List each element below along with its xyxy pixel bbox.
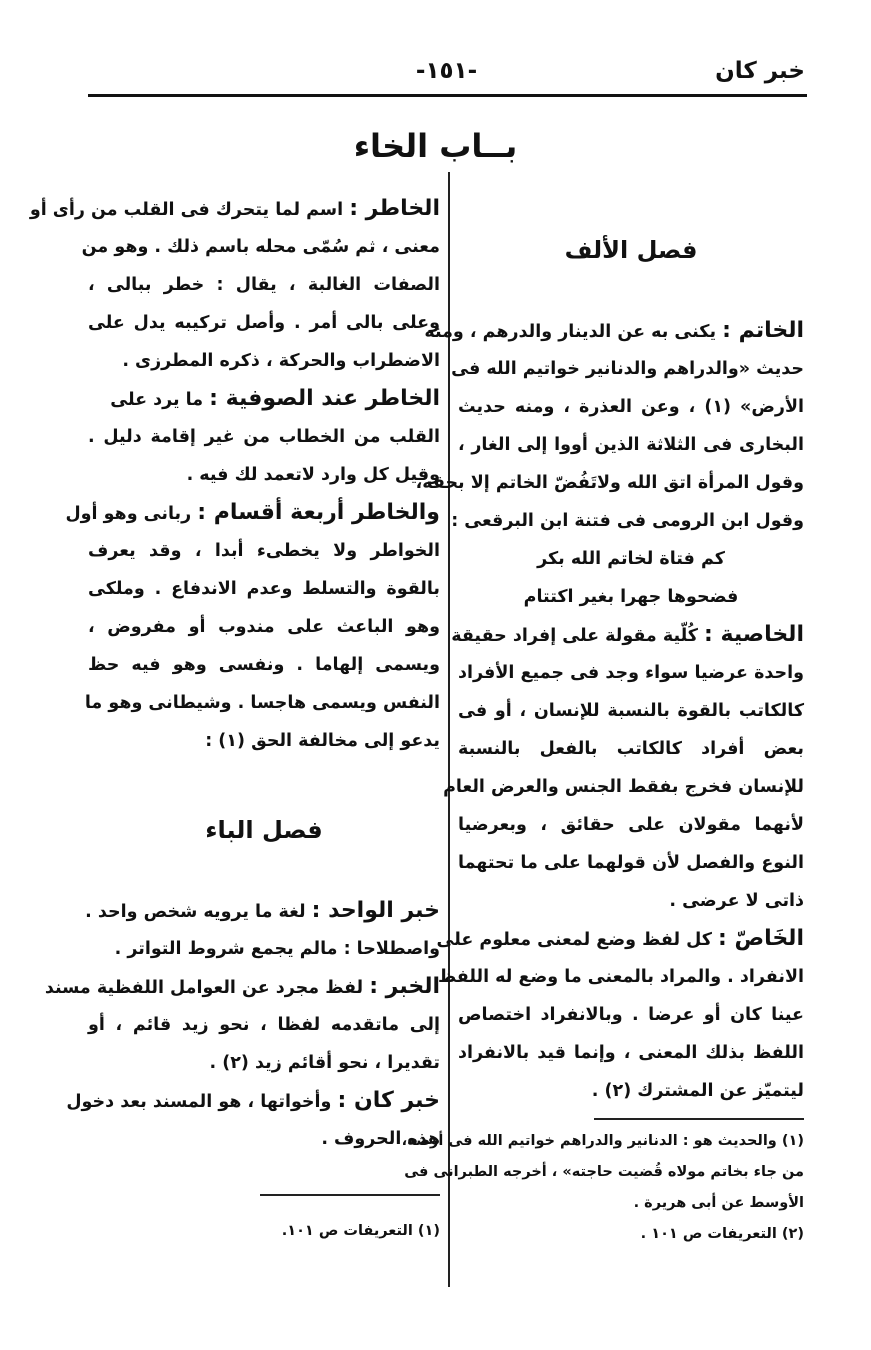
text-line bbox=[88, 1120, 440, 1158]
footnote-line: (١) والحديث هو : الدنانير والدراهم خواتيم الله فى أرضه، bbox=[401, 1133, 804, 1149]
headword: والخاطر أربعة أقسام : bbox=[197, 500, 440, 525]
page-number: -١٥١- bbox=[415, 58, 478, 84]
text-line bbox=[88, 1006, 440, 1044]
section-heading-ba: فصل الباء bbox=[205, 816, 323, 844]
footnote-line: الأوسط عن أبى هريرة . bbox=[633, 1195, 804, 1211]
text-line bbox=[451, 502, 804, 540]
footnote-line: (١) التعريفات ص ١٠١. bbox=[281, 1223, 440, 1239]
line-text: وقول المرأة اتق الله ولاتَفُضّ الخاتم إلا بحقه، bbox=[415, 473, 804, 493]
text-line bbox=[88, 342, 440, 380]
text-line bbox=[458, 692, 804, 730]
text-line bbox=[458, 882, 804, 920]
line-text: إلى ماتقدمه لفظا ، نحو زيد قائم ، أو bbox=[88, 1015, 440, 1035]
entry-headword-line bbox=[436, 920, 804, 958]
line-text: اسم لما يتحرك فى القلب من رأى أو bbox=[29, 200, 344, 220]
line-text: الأرض» (١) ، وعن العذرة ، ومنه حديث bbox=[458, 397, 804, 417]
text-line bbox=[88, 266, 440, 304]
entry-headword-line bbox=[66, 1082, 440, 1120]
header-rule bbox=[88, 94, 807, 97]
line-text: ويسمى إلهاما . ونفسى وهو فيه حظ bbox=[88, 655, 440, 675]
text-line bbox=[458, 388, 804, 426]
text-line bbox=[88, 1044, 440, 1082]
line-text: وأخواتها ، هو المسند بعد دخول bbox=[66, 1092, 332, 1112]
headword: الخَاصّ : bbox=[718, 926, 804, 951]
line-text: الخواطر ولا يخطىء أبدا ، وقد يعرف bbox=[88, 541, 440, 561]
line-text: عينا كان أو عرضا . وبالانفراد اختصاص bbox=[458, 1005, 804, 1025]
headword: الخاطر عند الصوفية : bbox=[209, 386, 440, 411]
line-text: ربانى وهو أول bbox=[65, 504, 192, 524]
chapter-title: بــاب الخاء bbox=[353, 127, 518, 165]
line-text: لفظ مجرد عن العوامل اللفظية مسند bbox=[44, 978, 364, 998]
entry-headword-line bbox=[44, 968, 440, 1006]
line-text: القلب من الخطاب من غير إقامة دليل . bbox=[88, 427, 440, 447]
line-text: البخارى فى الثلاثة الذين أووا إلى الغار ، bbox=[458, 435, 804, 455]
entry-headword-line bbox=[85, 892, 440, 930]
text-line bbox=[438, 958, 804, 996]
line-text: يدعو إلى مخالفة الحق (١) : bbox=[205, 731, 440, 751]
text-line bbox=[458, 806, 804, 844]
line-text: لغة ما يرويه شخص واحد . bbox=[85, 902, 306, 922]
verse bbox=[458, 540, 804, 616]
line-text: ذاتى لا عرضى . bbox=[669, 891, 804, 911]
line-text: معنى ، ثم سُمّى محله باسم ذلك . وهو من bbox=[81, 237, 440, 257]
headword: الخاطر : bbox=[349, 196, 440, 221]
text-line bbox=[458, 996, 804, 1034]
text-line bbox=[458, 654, 804, 692]
headword: الخبر : bbox=[369, 974, 440, 999]
text-line bbox=[88, 646, 440, 684]
line-text: كالكاتب بالقوة بالنسبة للإنسان ، أو فى bbox=[458, 701, 804, 721]
running-header bbox=[88, 58, 805, 92]
headword: خبر الواحد : bbox=[311, 898, 440, 923]
entry-headword-line bbox=[88, 380, 440, 418]
line-text: تقديرا ، نحو أقائم زيد (٢) . bbox=[209, 1053, 440, 1073]
text-line bbox=[415, 464, 804, 502]
line-text: لأنهما مقولان على حقائق ، وبعرضيا bbox=[458, 815, 804, 835]
line-text: كل لفظ وضع لمعنى معلوم على bbox=[436, 930, 712, 950]
text-line bbox=[458, 1072, 804, 1110]
entry-headword-line bbox=[29, 190, 440, 228]
headword: الخاصية : bbox=[704, 622, 804, 647]
text-line bbox=[458, 844, 804, 882]
text-line bbox=[88, 608, 440, 646]
verse-line: فضحوها جهرا بغير اكتتام bbox=[523, 587, 739, 607]
line-text: واصطلاحا : مالم يجمع شروط التواتر . bbox=[114, 939, 440, 959]
footnotes bbox=[88, 1216, 440, 1247]
line-text: النوع والفصل لأن قولهما على ما تحتهما bbox=[458, 853, 804, 873]
text-line bbox=[81, 228, 440, 266]
line-text: الانفراد . والمراد بالمعنى ما وضع له اللفظ bbox=[438, 967, 804, 987]
line-text: الصفات الغالبة ، يقال : خطر ببالى ، bbox=[88, 275, 440, 295]
line-text: وهو الباعث على مندوب أو مفروض ، bbox=[88, 617, 440, 637]
text-line bbox=[458, 1034, 804, 1072]
line-text: بالقوة والتسلط وعدم الاندفاع . وملكى bbox=[88, 579, 440, 599]
entry-block-khabar bbox=[44, 892, 440, 1158]
line-text: هذه الحروف . bbox=[321, 1129, 440, 1149]
line-text: وقول ابن الرومى فى فتنة ابن البرقعى : bbox=[451, 511, 804, 531]
text-line bbox=[451, 350, 804, 388]
text-line bbox=[88, 930, 440, 968]
line-text: يكنى به عن الدينار والدرهم ، ومنه bbox=[424, 322, 717, 342]
entry-block-khatir bbox=[29, 190, 440, 760]
line-text: وعلى بالى أمر . وأصل تركيبه يدل على bbox=[88, 313, 440, 333]
line-text: للإنسان فخرج بفقط الجنس والعرض العام bbox=[443, 777, 804, 797]
entry-headword-line bbox=[424, 312, 804, 350]
line-text: النفس ويسمى هاجسا . وشيطانى وهو ما bbox=[84, 693, 440, 713]
line-text: ما يرد على bbox=[110, 390, 204, 410]
entry-headword-line bbox=[65, 494, 440, 532]
section-heading-alif: فصل الألف bbox=[564, 236, 698, 264]
footnotes bbox=[401, 1126, 804, 1250]
footnote-rule bbox=[260, 1194, 440, 1196]
entry-block-khatim bbox=[415, 312, 804, 540]
entry-headword-line bbox=[451, 616, 804, 654]
entry-block-khassiya bbox=[436, 616, 804, 1110]
text-line bbox=[88, 722, 440, 760]
footnote-line: من جاء بخاتم مولاه قُضيت حاجته» ، أخرجه الطبرانى فى bbox=[404, 1164, 804, 1180]
text-line bbox=[88, 418, 440, 456]
footnote-line: (٢) التعريفات ص ١٠١ . bbox=[640, 1226, 804, 1242]
footnote-rule bbox=[594, 1118, 804, 1120]
text-line bbox=[84, 684, 440, 722]
line-text: كُلّية مقولة على إفراد حقيقة bbox=[451, 626, 698, 646]
line-text: الاضطراب والحركة ، ذكره المطرزى . bbox=[122, 351, 440, 371]
line-text: اللفظ بذلك المعنى ، وإنما قيد بالانفراد bbox=[458, 1043, 804, 1063]
running-title: خبر كان bbox=[715, 58, 805, 84]
text-line bbox=[88, 304, 440, 342]
text-line bbox=[88, 570, 440, 608]
text-line bbox=[458, 730, 804, 768]
line-text: وقيل كل وارد لاتعمد لك فيه . bbox=[186, 465, 440, 485]
left-column bbox=[29, 190, 440, 1247]
line-text: واحدة عرضيا سواء وجد فى جميع الأفراد bbox=[458, 663, 804, 683]
headword: الخاتم : bbox=[722, 318, 804, 343]
text-line bbox=[443, 768, 804, 806]
headword: خبر كان : bbox=[337, 1088, 440, 1113]
text-line bbox=[88, 532, 440, 570]
line-text: بعض أفراد كالكاتب بالفعل بالنسبة bbox=[458, 739, 804, 759]
verse-line: كم فتاة لخاتم الله بكر bbox=[537, 549, 725, 569]
line-text: ليتميّز عن المشترك (٢) . bbox=[591, 1081, 804, 1101]
text-line bbox=[458, 426, 804, 464]
text-line bbox=[88, 456, 440, 494]
line-text: حديث «والدراهم والدنانير خواتيم الله فى bbox=[451, 359, 804, 379]
